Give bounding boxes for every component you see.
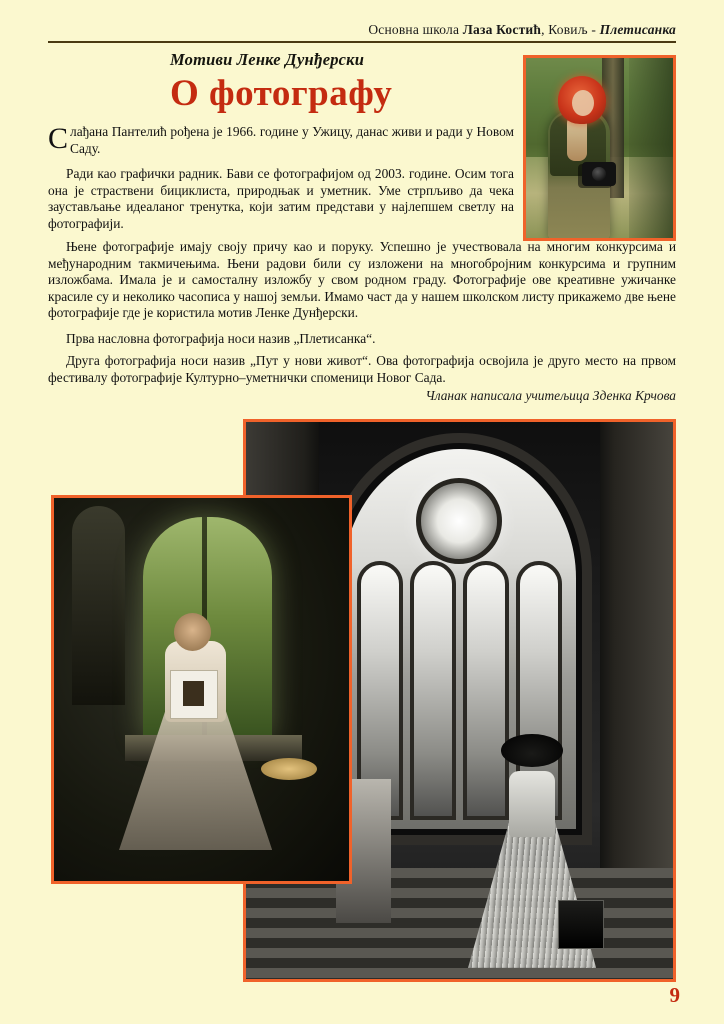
photo-novizivot-figure xyxy=(468,734,596,968)
photo-pletisanka-head xyxy=(174,613,211,651)
photo-pletisanka-figure xyxy=(119,613,272,850)
header-place: , Ковиљ - xyxy=(541,22,600,37)
article-paragraph-1-text: лађана Пантелић рођена је 1966. године у Ужицу, данас живи и ради у Новом Саду. xyxy=(70,124,514,156)
photo-author-face xyxy=(572,90,594,116)
photo-novizivot-rose-window xyxy=(416,478,502,564)
article-paragraph-2 xyxy=(48,166,514,233)
article-paragraph-4 xyxy=(48,331,676,349)
photo-author-wall xyxy=(629,58,673,238)
article-paragraph-3-text: Њене фотографије имају своју причу као и поруку. Успешно је учествовала на многим конкурсима и међународним такмичењима. Њени радови били су изложени на многобројним конкурсима и групним изложбама. Имала је и самосталну изложбу у свом родном граду. Фотографије ове креативне ужичанке красиле су и неколико часописа у нашој земљи. Имамо част да у нашем школском листу прикажемо две њене фотографије где је користила мотив Ленке Дунђерски. xyxy=(48,239,676,321)
photo-novizivot-hat xyxy=(501,734,562,767)
photo-novizivot-torso xyxy=(509,771,555,837)
header-school-prefix: Основна школа xyxy=(368,22,463,37)
camera-icon xyxy=(582,162,616,186)
photo-pletisanka-book xyxy=(170,670,218,719)
suitcase-icon xyxy=(558,900,604,949)
article-paragraph-3 xyxy=(48,239,676,323)
photo-pletisanka xyxy=(51,495,352,884)
article-signature: Чланак написала учитељица Зденка Крчова xyxy=(425,388,676,403)
page-title: О фотографу xyxy=(170,73,393,114)
article-kicker: Мотиви Ленке Дунђерски xyxy=(170,50,365,69)
photo-author-portrait xyxy=(523,55,676,241)
photo-pletisanka-arch xyxy=(72,506,125,705)
article-paragraph-5 xyxy=(48,353,676,387)
running-header xyxy=(48,22,676,38)
drop-cap: С xyxy=(48,122,69,155)
article-paragraph-2-text: Ради као графички радник. Бави се фотографијом од 2003. године. Осим тога она је страствени бициклиста, природњак и уметник. Уме стрпљиво да чека заустављање идеаланог тренутка, који затим представи у најлепшем светлу на фотографији. xyxy=(48,166,514,231)
article-paragraph-1 xyxy=(48,124,514,158)
header-divider xyxy=(48,41,676,43)
article-paragraph-5-text: Друга фотографија носи назив „Пут у нови живот“. Ова фотографија освојила је друго место на првом фестивалу фотографије Културно–уметнички споменици Новог Сада. xyxy=(48,353,676,385)
article-paragraph-4-text: Прва насловна фотографија носи назив „Плетисанка“. xyxy=(66,331,376,346)
photo-novizivot-steps xyxy=(246,868,673,979)
header-publication: Плетисанка xyxy=(599,22,676,37)
header-school-name: Лаза Костић xyxy=(462,22,542,37)
page-number: 9 xyxy=(669,983,680,1007)
photo-novizivot-lancet xyxy=(410,561,456,820)
